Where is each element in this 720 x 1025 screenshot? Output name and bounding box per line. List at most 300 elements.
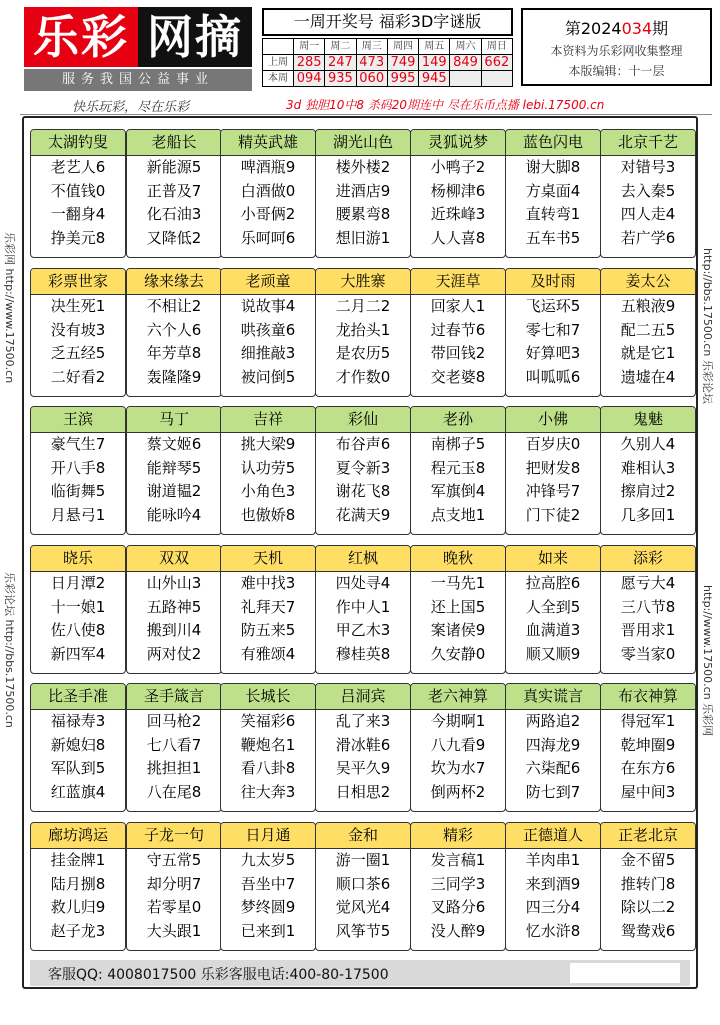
card-line: 月悬弓1 [50, 505, 106, 524]
card-line: 小角色3 [240, 482, 296, 500]
day-header: 周六 [450, 39, 481, 55]
card-line: 开八手8 [50, 458, 106, 477]
card-line: 却分明7 [146, 874, 202, 893]
card-line: 南梆子5 [430, 435, 486, 453]
draw-results-table [262, 38, 513, 87]
puzzle-card [30, 683, 126, 812]
card-line: 滑冰鞋6 [335, 735, 391, 754]
card-line: 发言稿1 [430, 851, 486, 869]
card-line: 就是它1 [620, 344, 676, 362]
card-title: 湖光山色 [316, 130, 410, 156]
puzzle-card [220, 545, 316, 674]
card-line: 日相思2 [335, 782, 391, 801]
tagline-right[interactable]: 3d 独胆10中8 杀码20期连中 尽在乐币点播 lebi.17500.cn [286, 98, 605, 112]
card-title: 灵狐说梦 [411, 130, 505, 156]
card-line: 零七和7 [525, 320, 581, 339]
card-line: 还上国5 [430, 597, 486, 616]
card-line: 福禄寿3 [50, 712, 106, 730]
card-line: 守五常5 [146, 851, 202, 869]
card-line: 冲锋号7 [525, 482, 581, 500]
card-line: 程元玉8 [430, 458, 486, 477]
card-line: 四三分4 [525, 898, 581, 916]
card-line: 晋用求1 [620, 621, 676, 639]
card-line: 叉路分6 [430, 898, 486, 916]
card-line: 乾坤圈9 [620, 735, 676, 754]
card-line: 救儿归9 [50, 898, 106, 916]
card-line: 山外山3 [146, 574, 202, 592]
card-title: 廊坊鸿运 [31, 823, 125, 849]
card-title: 及时雨 [506, 269, 600, 295]
puzzle-card [600, 129, 696, 258]
card-line: 三八节8 [620, 597, 676, 616]
card-line: 飞运环5 [525, 297, 581, 315]
card-title: 晓乐 [31, 546, 125, 572]
footer-blank-box [570, 963, 680, 983]
puzzle-card [600, 822, 696, 951]
table-row [263, 55, 513, 71]
card-line: 防七到7 [525, 782, 581, 801]
card-title: 马丁 [127, 407, 221, 433]
card-line: 正普及7 [146, 181, 202, 200]
card-line: 鞭炮名1 [240, 735, 296, 754]
puzzle-card [30, 822, 126, 951]
day-header: 周一 [294, 39, 325, 55]
card-line: 擦肩过2 [620, 482, 676, 500]
card-title: 如来 [506, 546, 600, 572]
card-title: 小佛 [506, 407, 600, 433]
card-line: 一翻身4 [50, 205, 106, 223]
card-line: 布谷声6 [335, 435, 391, 453]
draw-number: 995 [387, 71, 418, 87]
card-line: 赵子龙3 [50, 921, 106, 940]
card-line: 认功劳5 [240, 458, 296, 477]
draw-number: 060 [356, 71, 387, 87]
puzzle-card [30, 268, 126, 397]
puzzle-card [315, 406, 411, 535]
table-row [263, 71, 513, 87]
card-title: 布衣神算 [601, 684, 695, 710]
card-line: 叫呱呱6 [525, 367, 581, 386]
card-line: 作中人1 [335, 597, 391, 616]
card-title: 缘来缘去 [127, 269, 221, 295]
card-line: 觉风光4 [335, 898, 391, 916]
card-line: 进酒店9 [335, 181, 391, 200]
card-line: 楼外楼2 [335, 158, 391, 176]
card-line: 年芳草8 [146, 344, 202, 362]
card-line: 豪气生7 [50, 435, 106, 453]
card-line: 花满天9 [335, 505, 391, 524]
puzzle-card [600, 406, 696, 535]
card-title: 太湖钓叟 [31, 130, 125, 156]
draw-number: 247 [325, 55, 356, 71]
issue-info [521, 8, 712, 86]
card-line: 临街舞5 [50, 482, 106, 500]
card-line: 也傲娇8 [240, 505, 296, 524]
card-line: 金不留5 [620, 851, 676, 869]
card-title: 真实谎言 [506, 684, 600, 710]
puzzle-card [220, 406, 316, 535]
card-line: 才作数0 [335, 367, 391, 386]
card-line: 方桌面4 [525, 181, 581, 200]
card-title: 吕洞宾 [316, 684, 410, 710]
card-line: 挑担担1 [146, 759, 202, 777]
card-line: 甲乙木3 [335, 621, 391, 639]
card-line: 八在尾8 [146, 782, 202, 801]
puzzle-card [410, 545, 506, 674]
puzzle-card [600, 268, 696, 397]
card-line: 九太岁5 [240, 851, 296, 869]
card-line: 二月二2 [335, 297, 391, 315]
puzzle-card [410, 406, 506, 535]
card-line: 屋中间3 [620, 782, 676, 801]
card-line: 四人走4 [620, 205, 676, 223]
card-line: 近珠峰3 [430, 205, 486, 223]
source-note: 本资料为乐彩网收集整理 [550, 44, 683, 58]
logo-black-text: 网摘 [138, 7, 252, 67]
card-title: 红枫 [316, 546, 410, 572]
card-line: 新媳妇8 [50, 735, 106, 754]
card-title: 彩仙 [316, 407, 410, 433]
card-line: 拉高腔6 [525, 574, 581, 592]
card-line: 三同学3 [430, 874, 486, 893]
card-line: 想旧游1 [335, 228, 391, 247]
day-header: 周日 [481, 39, 512, 55]
card-line: 腰累弯8 [335, 205, 391, 223]
draw-number: 849 [450, 55, 481, 71]
day-header: 周二 [325, 39, 356, 55]
card-line: 在东方6 [620, 759, 676, 777]
card-title: 老孙 [411, 407, 505, 433]
footer-contact: 客服QQ: 4008017500 乐彩客服电话:400-80-17500 [48, 967, 389, 983]
puzzle-card [126, 406, 222, 535]
issue-suffix: 期 [652, 19, 669, 38]
puzzle-card [505, 545, 601, 674]
card-title: 添彩 [601, 546, 695, 572]
card-line: 来到酒9 [525, 874, 581, 893]
draw-number [450, 71, 481, 87]
card-line: 新能源5 [146, 158, 202, 176]
card-title: 姜太公 [601, 269, 695, 295]
card-line: 门下徒2 [525, 505, 581, 524]
card-line: 乐呵呵6 [240, 228, 296, 247]
puzzle-card [30, 545, 126, 674]
card-title: 正德道人 [506, 823, 600, 849]
card-line: 配二五5 [620, 320, 676, 339]
card-line: 零当家0 [620, 644, 676, 663]
card-title: 精英武雄 [221, 130, 315, 156]
card-line: 案诸侯9 [430, 621, 486, 639]
draw-number: 945 [419, 71, 450, 87]
card-title: 吉祥 [221, 407, 315, 433]
card-title: 老六神算 [411, 684, 505, 710]
card-title: 精彩 [411, 823, 505, 849]
card-line: 化石油3 [146, 205, 202, 223]
card-line: 若广学6 [620, 228, 676, 247]
card-title: 子龙一句 [127, 823, 221, 849]
card-line: 细推敲3 [240, 344, 296, 362]
card-line: 十一娘1 [50, 597, 106, 616]
puzzle-card [505, 129, 601, 258]
card-line: 难中找3 [240, 574, 296, 592]
puzzle-card [600, 683, 696, 812]
puzzle-card [126, 545, 222, 674]
issue-prefix: 第2024 [564, 19, 622, 38]
card-line: 百岁庆0 [525, 435, 581, 453]
card-title: 王滨 [31, 407, 125, 433]
card-line: 二好看2 [50, 367, 106, 386]
card-line: 能咏吟4 [146, 505, 202, 524]
card-line: 小鸭子2 [430, 158, 486, 176]
puzzle-card [410, 683, 506, 812]
card-line: 说故事4 [240, 297, 296, 315]
day-header: 周四 [387, 39, 418, 55]
draw-number: 149 [419, 55, 450, 71]
card-line: 四处寻4 [335, 574, 391, 592]
card-line: 蔡文姬6 [146, 435, 202, 453]
card-line: 五车书5 [525, 228, 581, 247]
card-line: 两对仗2 [146, 644, 202, 663]
card-line: 不值钱0 [50, 181, 106, 200]
card-title: 北京千艺 [601, 130, 695, 156]
card-line: 陆月捌8 [50, 874, 106, 893]
card-line: 往大奔3 [240, 782, 296, 801]
card-line: 礼拜天7 [240, 597, 296, 616]
puzzle-card [315, 129, 411, 258]
puzzle-card [410, 268, 506, 397]
draw-number: 749 [387, 55, 418, 71]
card-line: 游一圈1 [335, 851, 391, 869]
card-line: 人人喜8 [430, 228, 486, 247]
puzzle-card [126, 129, 222, 258]
card-line: 新四军4 [50, 644, 106, 663]
card-line: 防五来5 [240, 621, 296, 639]
card-line: 六个人6 [146, 320, 202, 339]
card-line: 大头跟1 [146, 921, 202, 940]
card-line: 已来到1 [240, 921, 296, 940]
card-line: 过春节6 [430, 320, 486, 339]
card-title: 比圣手准 [31, 684, 125, 710]
card-line: 乱了来3 [335, 712, 391, 730]
card-line: 挑大梁9 [240, 435, 296, 453]
card-title: 日月通 [221, 823, 315, 849]
card-line: 今期啊1 [430, 712, 486, 730]
puzzle-card [220, 683, 316, 812]
puzzle-card [220, 129, 316, 258]
card-line: 乏五经5 [50, 344, 106, 362]
card-line: 推转门8 [620, 874, 676, 893]
page-title: 一周开奖号 福彩3D字谜版 [262, 8, 513, 36]
card-line: 啤酒瓶9 [240, 158, 296, 176]
card-title: 老顽童 [221, 269, 315, 295]
draw-number: 473 [356, 55, 387, 71]
card-line: 穆桂英8 [335, 644, 391, 663]
card-line: 挣美元8 [50, 228, 106, 247]
card-line: 是农历5 [335, 344, 391, 362]
card-line: 久安静0 [430, 644, 486, 663]
draw-number: 285 [294, 55, 325, 71]
card-line: 得冠军1 [620, 712, 676, 730]
card-line: 笑福彩6 [240, 712, 296, 730]
slogan: 服务我国公益事业 [24, 69, 252, 91]
card-line: 回马枪2 [146, 712, 202, 730]
draw-number [481, 71, 512, 87]
card-line: 不相让2 [146, 297, 202, 315]
puzzle-card [30, 129, 126, 258]
card-line: 有雅颂4 [240, 644, 296, 663]
puzzle-card [505, 268, 601, 397]
card-line: 没人醉9 [430, 921, 486, 940]
card-title: 金和 [316, 823, 410, 849]
card-line: 顺又顺9 [525, 644, 581, 663]
card-line: 梦终圆9 [240, 898, 296, 916]
row-label: 本周 [263, 71, 294, 87]
card-title: 老船长 [127, 130, 221, 156]
card-line: 倒两杯2 [430, 782, 486, 801]
card-line: 血满道3 [525, 621, 581, 639]
card-line: 五路神5 [146, 597, 202, 616]
card-line: 难相认3 [620, 458, 676, 477]
editor-credit: 本版编辑：十一层 [568, 64, 665, 78]
card-line: 五粮液9 [620, 297, 676, 315]
card-line: 看八卦8 [240, 759, 296, 777]
side-label-right-bottom: http://www.17500.cn 乐彩网 [701, 585, 714, 737]
puzzle-card [600, 545, 696, 674]
card-line: 对错号3 [620, 158, 676, 176]
card-line: 红蓝旗4 [50, 782, 106, 801]
card-line: 决生死1 [50, 297, 106, 315]
card-line: 六柒配6 [525, 759, 581, 777]
card-line: 好算吧3 [525, 344, 581, 362]
card-line: 老艺人6 [50, 158, 106, 176]
card-line: 军旗倒4 [430, 482, 486, 500]
card-title: 蓝色闪电 [506, 130, 600, 156]
card-line: 吴平久9 [335, 759, 391, 777]
puzzle-card [315, 683, 411, 812]
row-label: 上周 [263, 55, 294, 71]
card-line: 忆水浒8 [525, 921, 581, 940]
puzzle-card [126, 268, 222, 397]
logo-red-text: 乐彩 [24, 7, 138, 67]
card-line: 鸳鸯戏6 [620, 921, 676, 940]
side-label-left-top: 乐彩网 http://www.17500.cn [3, 232, 16, 384]
card-line: 龙抬头1 [335, 320, 391, 339]
card-line: 坎为水7 [430, 759, 486, 777]
card-line: 白酒做0 [240, 181, 296, 200]
card-line: 搬到川4 [146, 621, 202, 639]
card-line: 点支地1 [430, 505, 486, 524]
card-line: 小哥俩2 [240, 205, 296, 223]
card-line: 谢道韫2 [146, 482, 202, 500]
card-line: 日月潭2 [50, 574, 106, 592]
card-title: 长城长 [221, 684, 315, 710]
card-line: 夏令新3 [335, 458, 391, 477]
card-line: 八九看9 [430, 735, 486, 754]
card-line: 哄孩童6 [240, 320, 296, 339]
day-header: 周三 [356, 39, 387, 55]
table-header-row [263, 39, 513, 55]
card-line: 若零星0 [146, 898, 202, 916]
puzzle-card [505, 406, 601, 535]
card-line: 四海龙9 [525, 735, 581, 754]
card-line: 遗墟在4 [620, 367, 676, 386]
card-line: 没有坡3 [50, 320, 106, 339]
issue-number: 034 [621, 19, 653, 38]
card-line: 杨柳津6 [430, 181, 486, 200]
puzzle-card [315, 545, 411, 674]
card-line: 谢大脚8 [525, 158, 581, 176]
card-line: 去入秦5 [620, 181, 676, 200]
card-line: 被问倒5 [240, 367, 296, 386]
puzzle-card [126, 683, 222, 812]
card-line: 轰隆隆9 [146, 367, 202, 386]
draw-number: 935 [325, 71, 356, 87]
card-title: 晚秋 [411, 546, 505, 572]
card-line: 两路追2 [525, 712, 581, 730]
card-title: 双双 [127, 546, 221, 572]
card-title: 天机 [221, 546, 315, 572]
puzzle-card [505, 683, 601, 812]
puzzle-card [410, 129, 506, 258]
puzzle-card [315, 268, 411, 397]
card-line: 能辩琴5 [146, 458, 202, 477]
card-title: 天涯草 [411, 269, 505, 295]
side-label-right-top: http://bbs.17500.cn 乐彩论坛 [701, 248, 714, 404]
card-line: 回家人1 [430, 297, 486, 315]
card-line: 羊肉串1 [525, 851, 581, 869]
puzzle-card [126, 822, 222, 951]
card-line: 久别人4 [620, 435, 676, 453]
card-title: 圣手箴言 [127, 684, 221, 710]
card-title: 正老北京 [601, 823, 695, 849]
card-line: 军队到5 [50, 759, 106, 777]
card-line: 人全到5 [525, 597, 581, 616]
card-line: 愿亏大4 [620, 574, 676, 592]
card-line: 吾坐中7 [240, 874, 296, 893]
card-title: 彩票世家 [31, 269, 125, 295]
puzzle-card [220, 268, 316, 397]
footer-bar [30, 960, 690, 986]
card-line: 风筝节5 [335, 921, 391, 940]
card-title: 鬼魅 [601, 407, 695, 433]
card-line: 挂金牌1 [50, 851, 106, 869]
card-line: 又降低2 [146, 228, 202, 247]
draw-number: 662 [481, 55, 512, 71]
draw-number: 094 [294, 71, 325, 87]
card-line: 谢花飞8 [335, 482, 391, 500]
card-line: 顺口茶6 [335, 874, 391, 893]
card-line: 除以二2 [620, 898, 676, 916]
puzzle-card [315, 822, 411, 951]
card-line: 交老婆8 [430, 367, 486, 386]
card-line: 几多回1 [620, 505, 676, 524]
issue-number-line [523, 16, 710, 39]
puzzle-card [30, 406, 126, 535]
side-label-left-bottom: 乐彩论坛 http://bbs.17500.cn [3, 572, 16, 728]
card-line: 佐八使8 [50, 621, 106, 639]
card-line: 把财发8 [525, 458, 581, 477]
card-line: 直转弯1 [525, 205, 581, 223]
card-line: 带回钱2 [430, 344, 486, 362]
day-header: 周五 [419, 39, 450, 55]
puzzle-card [505, 822, 601, 951]
tagline-bar [20, 96, 712, 115]
card-line: 七八看7 [146, 735, 202, 754]
site-logo [24, 7, 252, 90]
puzzle-card [220, 822, 316, 951]
card-line: 一马先1 [430, 574, 486, 592]
tagline-left: 快乐玩彩，尽在乐彩 [72, 100, 190, 115]
card-title: 大胜寨 [316, 269, 410, 295]
